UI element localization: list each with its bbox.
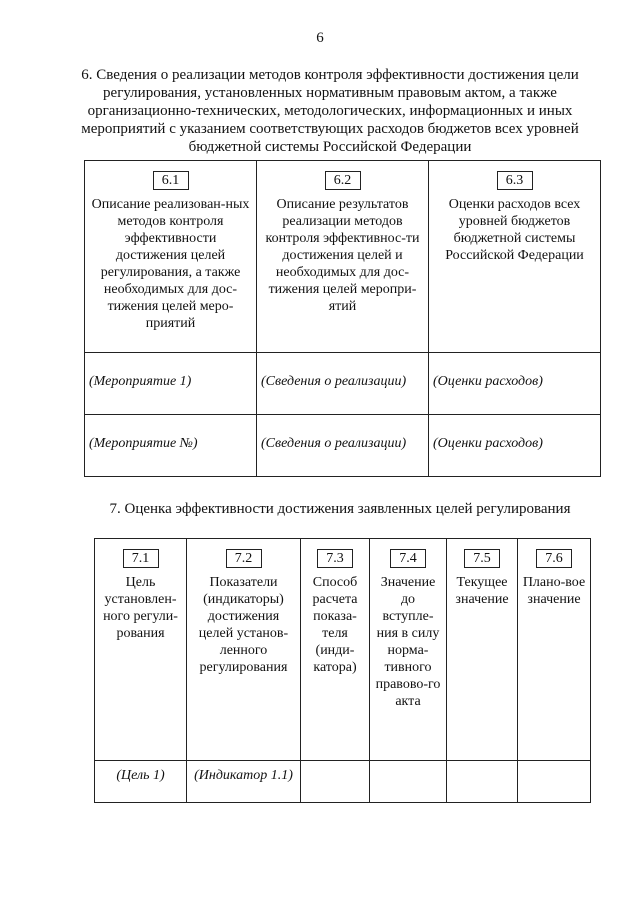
section-7-heading: 7. Оценка эффективности достижения заявленных целей регулирования <box>109 501 571 517</box>
column-header-6-2 <box>257 161 429 353</box>
column-number-box: 6.1 <box>153 171 189 190</box>
column-description: Цель установлен-ного регули-рования <box>103 575 178 641</box>
table-row <box>85 353 601 415</box>
table-row <box>95 761 591 803</box>
table-cell <box>447 761 518 803</box>
column-number-box: 6.3 <box>497 171 533 190</box>
table-cell <box>370 761 447 803</box>
table-cell: (Мероприятие 1) <box>85 353 257 415</box>
column-description: Показатели (индикаторы) достижения целей установ-ленного регулирования <box>198 575 289 675</box>
table-cell <box>301 761 370 803</box>
column-description: Текущее значение <box>455 575 509 607</box>
column-header-7-2 <box>187 539 301 761</box>
table-cell: (Оценки расходов) <box>429 353 601 415</box>
column-description: Описание реализован-ных методов контроля эффективности достижения целей регулирования, а также необходимых для дос-тижения целей меро-приятий <box>91 197 250 331</box>
column-number-box: 7.2 <box>226 549 262 568</box>
column-header-7-6 <box>518 539 591 761</box>
section-6-table <box>84 160 601 477</box>
column-description: Плано-вое значение <box>522 575 586 607</box>
column-header-7-1 <box>95 539 187 761</box>
column-header-6-3 <box>429 161 601 353</box>
section-6-heading: 6. Сведения о реализации методов контроля эффективности достижения цели регулирования, установленных нормативным правовым актом, а также организационно-технических, методологических, информационных и иных мероприятий с указанием соответствующих расходов бюджетов всех уровней бюджетной системы Российской Федерации <box>81 67 579 155</box>
page-number: 6 <box>316 30 324 46</box>
table-cell: (Оценки расходов) <box>429 415 601 477</box>
table-cell: (Сведения о реализации) <box>257 415 429 477</box>
column-number-box: 7.4 <box>390 549 426 568</box>
table-row <box>85 415 601 477</box>
table-cell: (Сведения о реализации) <box>257 353 429 415</box>
column-description: Значение до вступле-ния в силу норма-тивного правово-го акта <box>375 575 441 709</box>
column-description: Оценки расходов всех уровней бюджетов бюджетной системы Российской Федерации <box>445 197 584 263</box>
column-header-7-5 <box>447 539 518 761</box>
table-cell: (Цель 1) <box>95 761 187 803</box>
table-cell: (Индикатор 1.1) <box>187 761 301 803</box>
table-cell <box>518 761 591 803</box>
column-description: Способ расчета показа-теля (инди-катора) <box>312 575 358 675</box>
column-number-box: 7.3 <box>317 549 353 568</box>
column-number-box: 6.2 <box>325 171 361 190</box>
column-number-box: 7.6 <box>536 549 572 568</box>
column-header-7-4 <box>370 539 447 761</box>
table-cell: (Мероприятие №) <box>85 415 257 477</box>
column-number-box: 7.5 <box>464 549 500 568</box>
table-header-row <box>85 161 601 353</box>
column-number-box: 7.1 <box>123 549 159 568</box>
column-description: Описание результатов реализации методов контроля эффективнос-ти достижения целей и необходимых для дос-тижения целей меропри-ятий <box>265 197 420 314</box>
section-7-table <box>94 538 591 803</box>
table-header-row <box>95 539 591 761</box>
column-header-7-3 <box>301 539 370 761</box>
column-header-6-1 <box>85 161 257 353</box>
